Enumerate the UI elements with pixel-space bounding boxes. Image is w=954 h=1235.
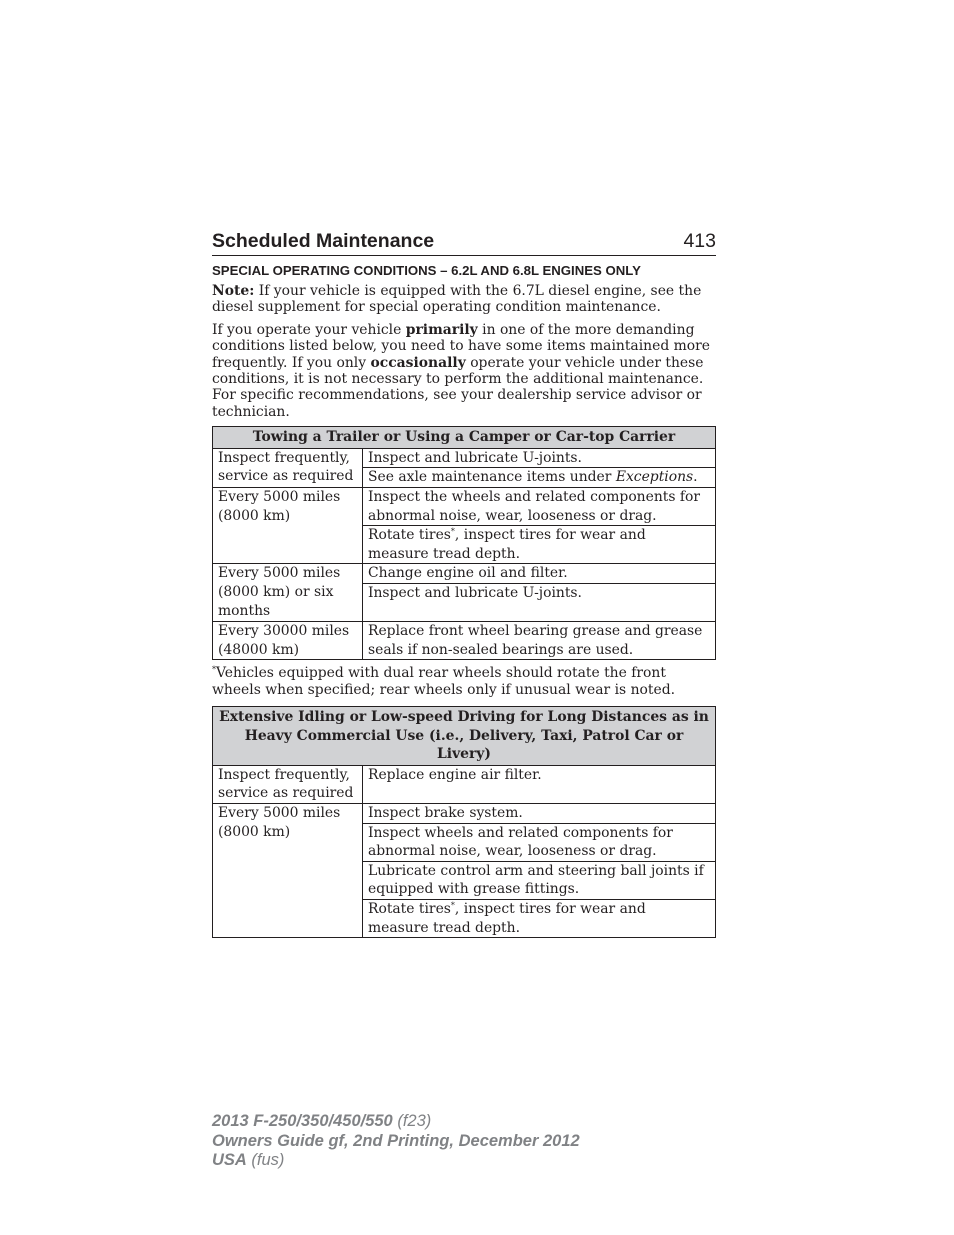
action-text: Rotate tires xyxy=(368,527,451,544)
intro-text-1: If you operate your vehicle xyxy=(212,321,406,338)
action-text-end: , inspect tires for wear and measure tread depth. xyxy=(368,527,646,562)
footnote-text: Vehicles equipped with dual rear wheels should rotate the front wheels when specified; rear wheels only if unusual wear is noted. xyxy=(212,665,675,698)
action-cell: Inspect brake system. xyxy=(363,803,716,823)
idling-table-title: Extensive Idling or Low-speed Driving for Long Distances as in Heavy Commercial Use (i.e., Delivery, Taxi, Patrol Car or Livery) xyxy=(213,707,716,766)
towing-maintenance-table xyxy=(212,426,716,660)
action-cell xyxy=(363,468,716,488)
table-header-row xyxy=(213,427,716,449)
interval-cell: Every 5000 miles (8000 km) or six months xyxy=(213,564,363,622)
footer-printing-line: Owners Guide gf, 2nd Printing, December 2012 xyxy=(212,1131,580,1150)
action-cell xyxy=(363,899,716,937)
action-cell: Lubricate control arm and steering ball joints if equipped with grease fittings. xyxy=(363,861,716,899)
action-cell: Inspect the wheels and related components for abnormal noise, wear, looseness or drag. xyxy=(363,488,716,526)
intro-bold-occasionally: occasionally xyxy=(370,354,466,371)
page-header xyxy=(212,230,716,256)
action-cell: Replace engine air filter. xyxy=(363,765,716,803)
table-row xyxy=(213,803,716,823)
footnote-marker: * xyxy=(450,527,455,537)
table-row xyxy=(213,488,716,526)
note-paragraph xyxy=(212,283,716,316)
action-text-end: . xyxy=(693,469,698,486)
footer-model: 2013 F-250/350/450/550 xyxy=(212,1112,393,1130)
table-row xyxy=(213,564,716,584)
interval-cell: Every 30000 miles (48000 km) xyxy=(213,622,363,660)
intro-bold-primarily: primarily xyxy=(405,321,478,338)
intro-text-2: in one of the more demanding conditions listed below, you need to have some items maintained more frequently. If you only xyxy=(212,321,711,371)
footer-market-line xyxy=(212,1151,580,1171)
action-cell: Inspect and lubricate U-joints. xyxy=(363,584,716,622)
document-footer xyxy=(212,1112,580,1171)
action-cell: Change engine oil and filter. xyxy=(363,564,716,584)
table-row xyxy=(213,448,716,468)
table-header-row xyxy=(213,707,716,766)
note-text: If your vehicle is equipped with the 6.7L diesel engine, see the diesel supplement for special operating condition maintenance. xyxy=(212,283,702,316)
note-label: Note: xyxy=(212,283,255,299)
footer-model-code: (f23) xyxy=(392,1112,432,1130)
footnote xyxy=(212,665,716,698)
footer-market: USA xyxy=(212,1151,247,1169)
table-row xyxy=(213,765,716,803)
action-cell xyxy=(363,526,716,564)
action-cell: Inspect wheels and related components for abnormal noise, wear, looseness or drag. xyxy=(363,823,716,861)
idling-maintenance-table xyxy=(212,706,716,938)
section-heading: SPECIAL OPERATING CONDITIONS – 6.2L AND 6.8L ENGINES ONLY xyxy=(212,263,641,278)
footnote-marker: * xyxy=(212,665,216,675)
action-cell: Replace front wheel bearing grease and grease seals if non-sealed bearings are used. xyxy=(363,622,716,660)
action-cell: Inspect and lubricate U-joints. xyxy=(363,448,716,468)
exceptions-reference: Exceptions xyxy=(615,469,694,486)
intro-text-3: operate your vehicle under these conditions, it is not necessary to perform the additional maintenance. For specific recommendations, see your dealership service advisor or technician. xyxy=(212,354,704,420)
action-text: See axle maintenance items under xyxy=(368,469,616,486)
page-title: Scheduled Maintenance xyxy=(212,230,435,252)
table-row xyxy=(213,622,716,660)
action-text-end: , inspect tires for wear and measure tread depth. xyxy=(368,900,646,936)
footer-model-line xyxy=(212,1112,580,1132)
towing-table-title: Towing a Trailer or Using a Camper or Car-top Carrier xyxy=(213,427,716,449)
footer-market-code: (fus) xyxy=(246,1151,285,1169)
interval-cell: Every 5000 miles (8000 km) xyxy=(213,488,363,564)
interval-cell: Inspect frequently, service as required xyxy=(213,765,363,803)
intro-paragraph xyxy=(212,322,716,420)
interval-cell: Every 5000 miles (8000 km) xyxy=(213,803,363,937)
page-number: 413 xyxy=(683,230,716,252)
page-content xyxy=(212,230,716,938)
footnote-marker: * xyxy=(450,900,455,910)
interval-cell: Inspect frequently, service as required xyxy=(213,448,363,487)
action-text: Rotate tires xyxy=(368,900,451,917)
